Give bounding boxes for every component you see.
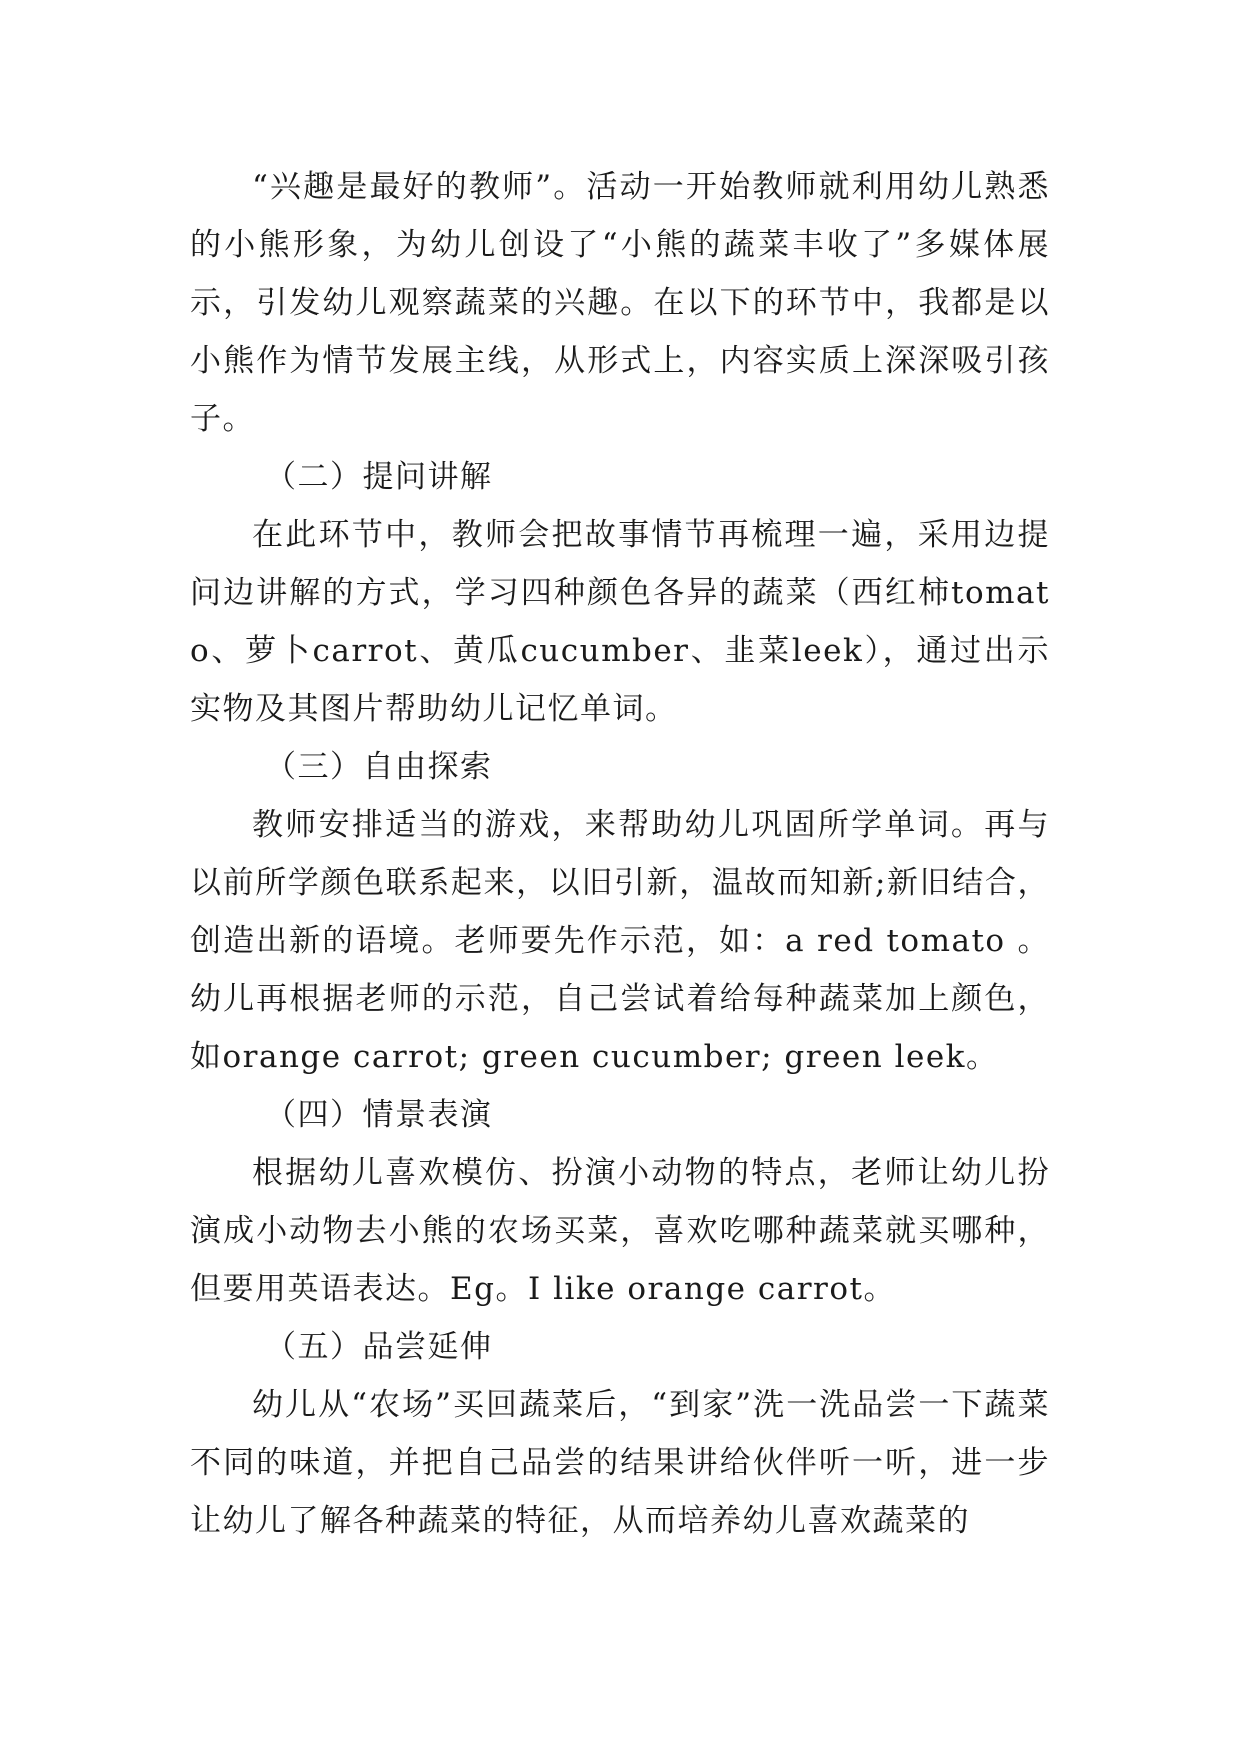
paragraph-tasting: 幼儿从“农场”买回蔬菜后，“到家”洗一洗品尝一下蔬菜不同的味道，并把自己品尝的结果讲给伙伴听一听，进一步让幼儿了解各种蔬菜的特征，从而培养幼儿喜欢蔬菜的 bbox=[190, 1387, 1050, 1539]
section-heading-tasting: （五）品尝延伸 bbox=[265, 1329, 493, 1365]
paragraph-interest: “兴趣是最好的教师”。活动一开始教师就利用幼儿熟悉的小熊形象，为幼儿创设了“小熊的蔬菜丰收了”多媒体展示，引发幼儿观察蔬菜的兴趣。在以下的环节中，我都是以小熊作为情节发展主线，从形式上，内容实质上深深吸引孩子。 bbox=[190, 169, 1050, 437]
document-body bbox=[190, 158, 1050, 1550]
section-heading-roleplay: （四）情景表演 bbox=[265, 1097, 493, 1133]
paragraph-roleplay: 根据幼儿喜欢模仿、扮演小动物的特点，老师让幼儿扮演成小动物去小熊的农场买菜，喜欢吃哪种蔬菜就买哪种，但要用英语表达。Eg。I like orange carrot。 bbox=[190, 1155, 1050, 1307]
paragraph-questioning: 在此环节中，教师会把故事情节再梳理一遍，采用边提问边讲解的方式，学习四种颜色各异的蔬菜（西红柿tomato、萝卜carrot、黄瓜cucumber、韭菜leek），通过出示实物及其图片帮助幼儿记忆单词。 bbox=[190, 517, 1050, 727]
section-heading-questioning: （二）提问讲解 bbox=[265, 459, 493, 495]
paragraph-exploration: 教师安排适当的游戏，来帮助幼儿巩固所学单词。再与以前所学颜色联系起来，以旧引新，温故而知新;新旧结合，创造出新的语境。老师要先作示范，如：a red tomato 。幼儿再根据老师的示范，自己尝试着给每种蔬菜加上颜色，如orange carrot; green cucumber; green leek。 bbox=[190, 807, 1050, 1075]
section-heading-exploration: （三）自由探索 bbox=[265, 749, 493, 785]
